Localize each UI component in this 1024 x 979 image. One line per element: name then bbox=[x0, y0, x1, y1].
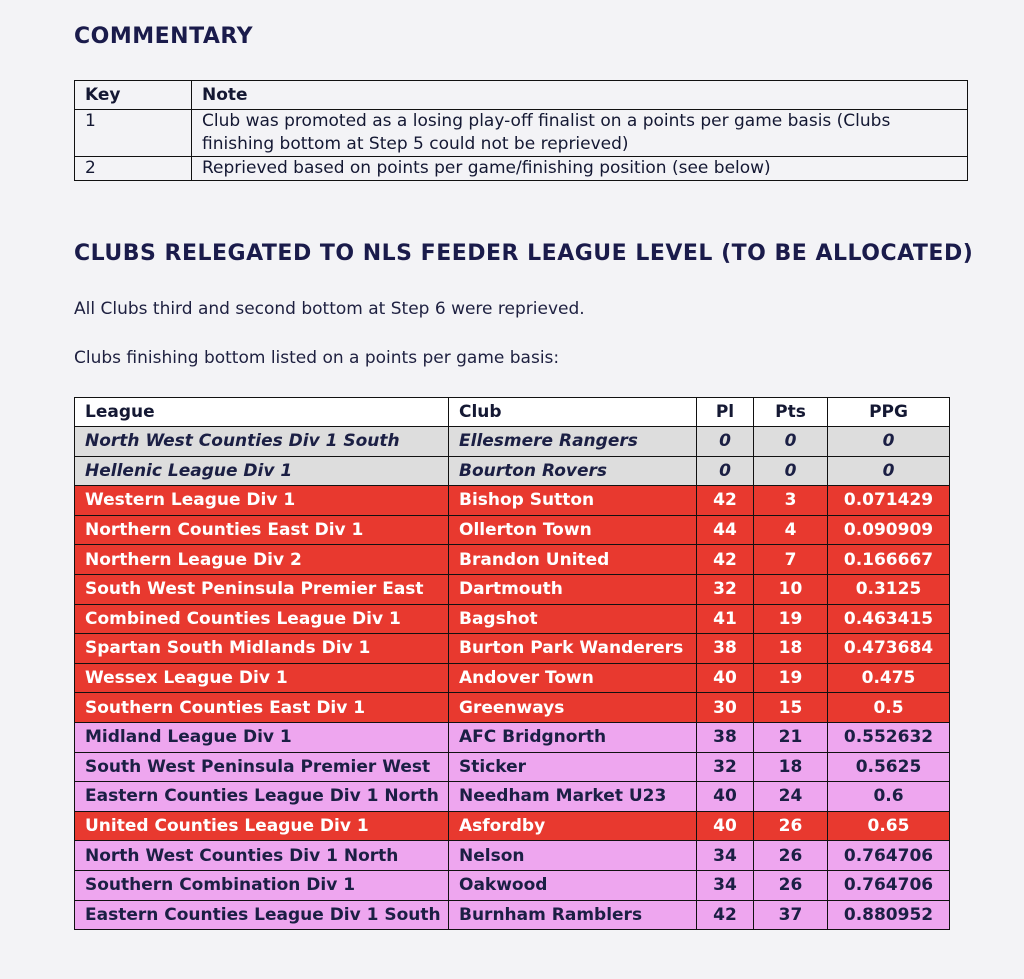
played-cell: 38 bbox=[697, 634, 754, 664]
league-cell: United Counties League Div 1 bbox=[75, 811, 449, 841]
played-cell: 34 bbox=[697, 870, 754, 900]
played-cell: 40 bbox=[697, 663, 754, 693]
league-column-header: League bbox=[75, 398, 449, 427]
table-row bbox=[75, 841, 950, 871]
played-cell: 0 bbox=[697, 456, 754, 486]
points-cell: 4 bbox=[754, 515, 828, 545]
points-cell: 18 bbox=[754, 752, 828, 782]
table-row bbox=[75, 870, 950, 900]
league-cell: Eastern Counties League Div 1 South bbox=[75, 900, 449, 930]
ppg-column-header: PPG bbox=[828, 398, 950, 427]
ppg-cell: 0.166667 bbox=[828, 545, 950, 575]
played-cell: 44 bbox=[697, 515, 754, 545]
table-row bbox=[75, 515, 950, 545]
club-cell: Oakwood bbox=[449, 870, 697, 900]
key-cell: 2 bbox=[75, 157, 192, 181]
reprieve-paragraph: All Clubs third and second bottom at Step 6 were reprieved. bbox=[74, 299, 585, 319]
club-cell: Greenways bbox=[449, 693, 697, 723]
played-cell: 40 bbox=[697, 811, 754, 841]
table-row bbox=[75, 811, 950, 841]
ppg-cell: 0.473684 bbox=[828, 634, 950, 664]
ppg-cell: 0.475 bbox=[828, 663, 950, 693]
played-column-header: Pl bbox=[697, 398, 754, 427]
clubs-relegated-heading: CLUBS RELEGATED TO NLS FEEDER LEAGUE LEVEL (TO BE ALLOCATED) bbox=[74, 241, 974, 266]
table-row bbox=[75, 693, 950, 723]
points-cell: 3 bbox=[754, 486, 828, 516]
played-cell: 38 bbox=[697, 722, 754, 752]
league-cell: Northern League Div 2 bbox=[75, 545, 449, 575]
key-table bbox=[74, 80, 968, 181]
club-cell: Sticker bbox=[449, 752, 697, 782]
club-cell: Burnham Ramblers bbox=[449, 900, 697, 930]
league-cell: North West Counties Div 1 South bbox=[75, 427, 449, 457]
played-cell: 32 bbox=[697, 574, 754, 604]
played-cell: 42 bbox=[697, 900, 754, 930]
points-cell: 26 bbox=[754, 841, 828, 871]
ppg-cell: 0 bbox=[828, 456, 950, 486]
commentary-heading: COMMENTARY bbox=[74, 24, 254, 49]
table-row bbox=[75, 663, 950, 693]
points-cell: 7 bbox=[754, 545, 828, 575]
points-column-header: Pts bbox=[754, 398, 828, 427]
ppg-cell: 0 bbox=[828, 427, 950, 457]
relegation-table bbox=[74, 397, 950, 930]
club-cell: Bourton Rovers bbox=[449, 456, 697, 486]
league-cell: Spartan South Midlands Div 1 bbox=[75, 634, 449, 664]
table-row bbox=[75, 900, 950, 930]
played-cell: 32 bbox=[697, 752, 754, 782]
league-cell: Southern Counties East Div 1 bbox=[75, 693, 449, 723]
ppg-cell: 0.6 bbox=[828, 782, 950, 812]
key-table-row bbox=[75, 110, 968, 157]
played-cell: 42 bbox=[697, 486, 754, 516]
played-cell: 42 bbox=[697, 545, 754, 575]
ppg-cell: 0.552632 bbox=[828, 722, 950, 752]
table-row bbox=[75, 722, 950, 752]
played-cell: 0 bbox=[697, 427, 754, 457]
table-row bbox=[75, 574, 950, 604]
ppg-basis-paragraph: Clubs finishing bottom listed on a points per game basis: bbox=[74, 348, 560, 368]
club-cell: Bishop Sutton bbox=[449, 486, 697, 516]
club-cell: Needham Market U23 bbox=[449, 782, 697, 812]
ppg-cell: 0.5625 bbox=[828, 752, 950, 782]
league-cell: Midland League Div 1 bbox=[75, 722, 449, 752]
points-cell: 26 bbox=[754, 811, 828, 841]
points-cell: 0 bbox=[754, 456, 828, 486]
points-cell: 26 bbox=[754, 870, 828, 900]
points-cell: 37 bbox=[754, 900, 828, 930]
table-row bbox=[75, 752, 950, 782]
ppg-cell: 0.090909 bbox=[828, 515, 950, 545]
points-cell: 21 bbox=[754, 722, 828, 752]
played-cell: 41 bbox=[697, 604, 754, 634]
points-cell: 24 bbox=[754, 782, 828, 812]
table-row bbox=[75, 486, 950, 516]
club-cell: Dartmouth bbox=[449, 574, 697, 604]
table-row bbox=[75, 634, 950, 664]
league-cell: Wessex League Div 1 bbox=[75, 663, 449, 693]
club-cell: AFC Bridgnorth bbox=[449, 722, 697, 752]
played-cell: 34 bbox=[697, 841, 754, 871]
league-cell: Northern Counties East Div 1 bbox=[75, 515, 449, 545]
club-cell: Ollerton Town bbox=[449, 515, 697, 545]
league-cell: Combined Counties League Div 1 bbox=[75, 604, 449, 634]
points-cell: 18 bbox=[754, 634, 828, 664]
note-cell: Reprieved based on points per game/finishing position (see below) bbox=[192, 157, 968, 181]
points-cell: 15 bbox=[754, 693, 828, 723]
club-column-header: Club bbox=[449, 398, 697, 427]
ppg-cell: 0.5 bbox=[828, 693, 950, 723]
key-table-header-row bbox=[75, 81, 968, 110]
ppg-cell: 0.880952 bbox=[828, 900, 950, 930]
league-cell: Western League Div 1 bbox=[75, 486, 449, 516]
league-cell: Hellenic League Div 1 bbox=[75, 456, 449, 486]
note-column-header: Note bbox=[192, 81, 968, 110]
league-cell: Southern Combination Div 1 bbox=[75, 870, 449, 900]
key-cell: 1 bbox=[75, 110, 192, 157]
ppg-cell: 0.463415 bbox=[828, 604, 950, 634]
club-cell: Brandon United bbox=[449, 545, 697, 575]
table-row bbox=[75, 427, 950, 457]
league-cell: South West Peninsula Premier East bbox=[75, 574, 449, 604]
key-column-header: Key bbox=[75, 81, 192, 110]
league-cell: North West Counties Div 1 North bbox=[75, 841, 449, 871]
table-row bbox=[75, 456, 950, 486]
league-cell: Eastern Counties League Div 1 North bbox=[75, 782, 449, 812]
club-cell: Burton Park Wanderers bbox=[449, 634, 697, 664]
table-row bbox=[75, 545, 950, 575]
ppg-cell: 0.764706 bbox=[828, 841, 950, 871]
points-cell: 10 bbox=[754, 574, 828, 604]
ppg-cell: 0.764706 bbox=[828, 870, 950, 900]
points-cell: 0 bbox=[754, 427, 828, 457]
ppg-cell: 0.65 bbox=[828, 811, 950, 841]
table-row bbox=[75, 604, 950, 634]
table-row bbox=[75, 782, 950, 812]
played-cell: 30 bbox=[697, 693, 754, 723]
club-cell: Andover Town bbox=[449, 663, 697, 693]
ppg-cell: 0.3125 bbox=[828, 574, 950, 604]
club-cell: Bagshot bbox=[449, 604, 697, 634]
key-table-row bbox=[75, 157, 968, 181]
ppg-cell: 0.071429 bbox=[828, 486, 950, 516]
club-cell: Nelson bbox=[449, 841, 697, 871]
club-cell: Ellesmere Rangers bbox=[449, 427, 697, 457]
note-cell: Club was promoted as a losing play-off finalist on a points per game basis (Clubs finishing bottom at Step 5 could not be reprieved) bbox=[192, 110, 968, 157]
club-cell: Asfordby bbox=[449, 811, 697, 841]
league-cell: South West Peninsula Premier West bbox=[75, 752, 449, 782]
played-cell: 40 bbox=[697, 782, 754, 812]
points-cell: 19 bbox=[754, 604, 828, 634]
points-cell: 19 bbox=[754, 663, 828, 693]
relegation-table-header-row bbox=[75, 398, 950, 427]
